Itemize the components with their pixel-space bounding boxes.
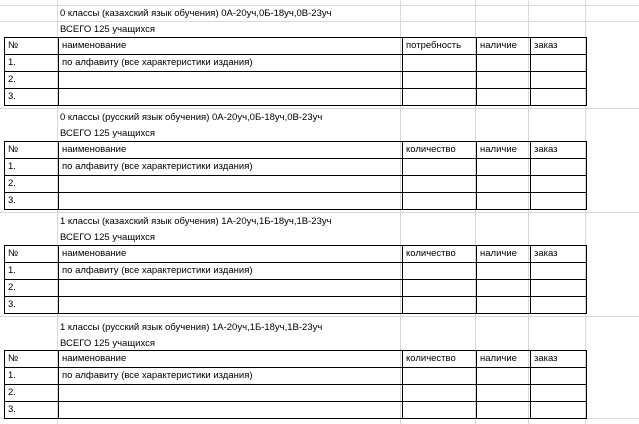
section-title[interactable]: 0 классы (казахский язык обучения) 0А-20уч,0Б-18уч,0В-23уч	[60, 8, 332, 19]
table-header-row	[5, 38, 587, 55]
gridline	[0, 108, 639, 109]
cell-stock[interactable]	[477, 89, 531, 106]
header-stock[interactable]: наличие	[477, 246, 531, 263]
cell-need[interactable]	[403, 72, 477, 89]
section-total[interactable]: ВСЕГО 125 учащихся	[60, 24, 155, 35]
cell-number[interactable]: 1.	[5, 159, 59, 176]
header-number[interactable]: №	[5, 351, 59, 368]
header-order[interactable]: заказ	[531, 142, 587, 159]
cell-quantity[interactable]	[403, 193, 477, 210]
header-stock[interactable]: наличие	[477, 351, 531, 368]
cell-name[interactable]	[59, 402, 403, 419]
cell-stock[interactable]	[477, 159, 531, 176]
cell-stock[interactable]	[477, 55, 531, 72]
table-row	[5, 55, 587, 72]
header-order[interactable]: заказ	[531, 38, 587, 55]
cell-order[interactable]	[531, 402, 587, 419]
table-row	[5, 402, 587, 419]
cell-name[interactable]	[59, 385, 403, 402]
cell-stock[interactable]	[477, 402, 531, 419]
cell-need[interactable]	[403, 55, 477, 72]
table-row	[5, 297, 587, 314]
cell-number[interactable]: 2.	[5, 280, 59, 297]
cell-name[interactable]: по алфавиту (все характеристики издания)	[59, 368, 403, 385]
cell-order[interactable]	[531, 193, 587, 210]
table-row	[5, 72, 587, 89]
cell-name[interactable]	[59, 280, 403, 297]
header-number[interactable]: №	[5, 246, 59, 263]
cell-stock[interactable]	[477, 297, 531, 314]
table-row	[5, 176, 587, 193]
header-name[interactable]: наименование	[59, 351, 403, 368]
cell-stock[interactable]	[477, 368, 531, 385]
section-title[interactable]: 0 классы (русский язык обучения) 0А-20уч,0Б-18уч,0В-23уч	[60, 112, 323, 123]
header-stock[interactable]: наличие	[477, 38, 531, 55]
cell-quantity[interactable]	[403, 280, 477, 297]
cell-name[interactable]: по алфавиту (все характеристики издания)	[59, 55, 403, 72]
section-title[interactable]: 1 классы (русский язык обучения) 1А-20уч,1Б-18уч,1В-23уч	[60, 322, 323, 333]
header-number[interactable]: №	[5, 142, 59, 159]
cell-quantity[interactable]	[403, 385, 477, 402]
cell-quantity[interactable]	[403, 297, 477, 314]
cell-name[interactable]	[59, 297, 403, 314]
section-total[interactable]: ВСЕГО 125 учащихся	[60, 232, 155, 243]
cell-number[interactable]: 1.	[5, 368, 59, 385]
gridline	[0, 316, 639, 317]
cell-number[interactable]: 3.	[5, 402, 59, 419]
cell-stock[interactable]	[477, 280, 531, 297]
table-row	[5, 385, 587, 402]
cell-order[interactable]	[531, 55, 587, 72]
cell-quantity[interactable]	[403, 402, 477, 419]
order-table	[4, 141, 587, 210]
cell-number[interactable]: 2.	[5, 385, 59, 402]
cell-stock[interactable]	[477, 72, 531, 89]
header-quantity[interactable]: количество	[403, 351, 477, 368]
table-header-row	[5, 351, 587, 368]
header-stock[interactable]: наличие	[477, 142, 531, 159]
order-table	[4, 350, 587, 419]
header-number[interactable]: №	[5, 38, 59, 55]
cell-name[interactable]: по алфавиту (все характеристики издания)	[59, 263, 403, 280]
header-order[interactable]: заказ	[531, 246, 587, 263]
order-table	[4, 245, 587, 314]
section-total[interactable]: ВСЕГО 125 учащихся	[60, 338, 155, 349]
table-header-row	[5, 246, 587, 263]
table-row	[5, 89, 587, 106]
header-quantity[interactable]: количество	[403, 246, 477, 263]
cell-name[interactable]	[59, 89, 403, 106]
header-quantity[interactable]: количество	[403, 142, 477, 159]
cell-number[interactable]: 3.	[5, 193, 59, 210]
cell-number[interactable]: 2.	[5, 72, 59, 89]
table-row	[5, 280, 587, 297]
cell-name[interactable]	[59, 193, 403, 210]
cell-name[interactable]	[59, 72, 403, 89]
cell-quantity[interactable]	[403, 159, 477, 176]
header-order[interactable]: заказ	[531, 351, 587, 368]
cell-order[interactable]	[531, 385, 587, 402]
cell-quantity[interactable]	[403, 176, 477, 193]
cell-number[interactable]: 3.	[5, 297, 59, 314]
table-row	[5, 368, 587, 385]
cell-need[interactable]	[403, 89, 477, 106]
cell-order[interactable]	[531, 263, 587, 280]
cell-order[interactable]	[531, 159, 587, 176]
gridline	[0, 212, 639, 213]
cell-stock[interactable]	[477, 263, 531, 280]
cell-order[interactable]	[531, 297, 587, 314]
cell-name[interactable]	[59, 176, 403, 193]
cell-order[interactable]	[531, 280, 587, 297]
header-name[interactable]: наименование	[59, 142, 403, 159]
section-total[interactable]: ВСЕГО 125 учащихся	[60, 128, 155, 139]
table-row	[5, 263, 587, 280]
cell-order[interactable]	[531, 72, 587, 89]
section-title[interactable]: 1 классы (казахский язык обучения) 1А-20уч,1Б-18уч,1В-23уч	[60, 216, 332, 227]
table-header-row	[5, 142, 587, 159]
order-table	[4, 37, 587, 106]
cell-order[interactable]	[531, 176, 587, 193]
cell-order[interactable]	[531, 89, 587, 106]
table-row	[5, 159, 587, 176]
cell-stock[interactable]	[477, 176, 531, 193]
cell-stock[interactable]	[477, 385, 531, 402]
cell-stock[interactable]	[477, 193, 531, 210]
cell-order[interactable]	[531, 368, 587, 385]
cell-quantity[interactable]	[403, 368, 477, 385]
cell-number[interactable]: 1.	[5, 55, 59, 72]
cell-number[interactable]: 2.	[5, 176, 59, 193]
header-name[interactable]: наименование	[59, 246, 403, 263]
cell-number[interactable]: 3.	[5, 89, 59, 106]
cell-name[interactable]: по алфавиту (все характеристики издания)	[59, 159, 403, 176]
cell-number[interactable]: 1.	[5, 263, 59, 280]
header-name[interactable]: наименование	[59, 38, 403, 55]
table-row	[5, 193, 587, 210]
header-need[interactable]: потребность	[403, 38, 477, 55]
cell-quantity[interactable]	[403, 263, 477, 280]
